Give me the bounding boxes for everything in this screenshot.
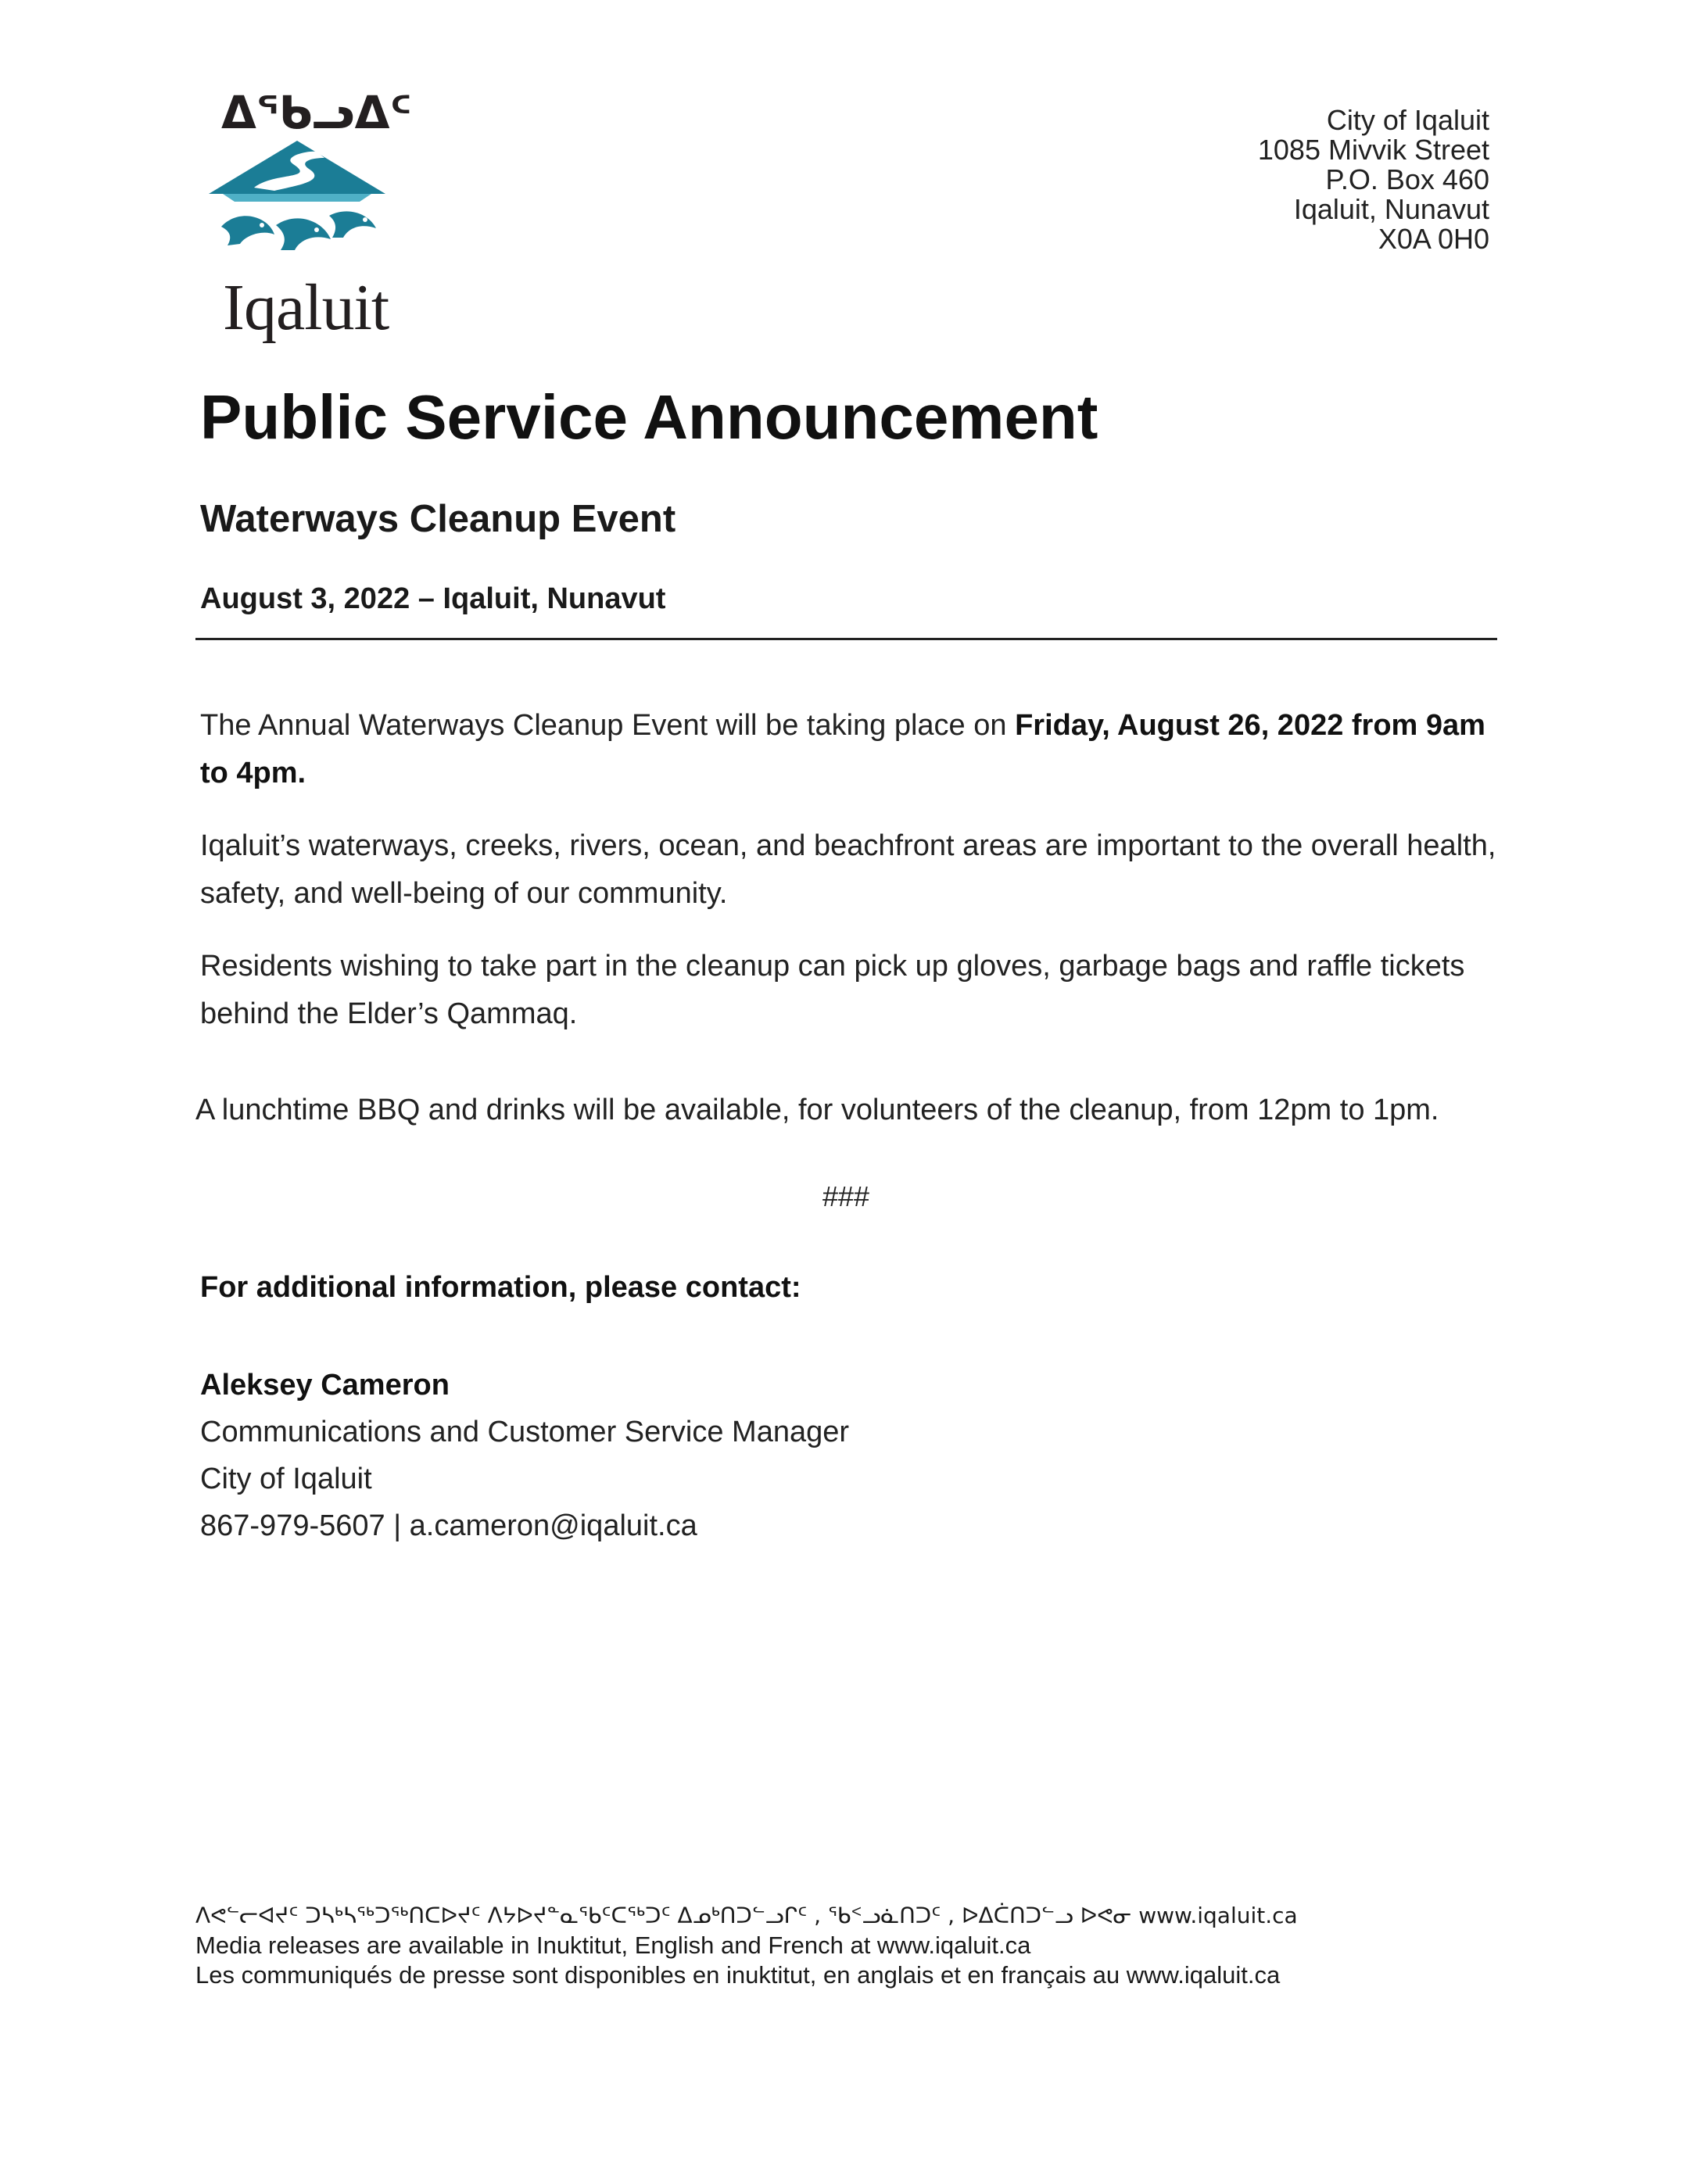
- logo-syllabics: ᐃᖃᓗᐃᑦ: [221, 86, 412, 139]
- body-paragraph: Residents wishing to take part in the cleanup can pick up gloves, garbage bags and raffle tickets behind the Elder’s Qammaq.: [200, 950, 1465, 1030]
- contact-role: Communications and Customer Service Manager: [200, 1416, 850, 1448]
- footer: [195, 1901, 1298, 1990]
- divider: [195, 638, 1497, 640]
- contact-phone-email: 867-979-5607 | a.cameron@iqaluit.ca: [200, 1509, 697, 1542]
- address-line: P.O. Box 460: [1325, 163, 1489, 195]
- contact-org: City of Iqaluit: [200, 1463, 372, 1495]
- paragraph-text: The Annual Waterways Cleanup Event will be taking place on: [200, 709, 1016, 742]
- dateline: August 3, 2022 – Iqaluit, Nunavut: [200, 582, 666, 615]
- event-datetime: Friday, August 26, 2022 from 9am to 4pm.: [200, 709, 1485, 789]
- end-marker: ###: [822, 1180, 870, 1212]
- contact-name: Aleksey Cameron: [200, 1369, 450, 1402]
- address-line: Iqaluit, Nunavut: [1293, 193, 1489, 225]
- body-paragraph: A lunchtime BBQ and drinks will be available, for volunteers of the cleanup, from 12pm to 1pm.: [195, 1094, 1439, 1126]
- footer-french: Les communiqués de presse sont disponibles en inuktitut, en anglais et en français au www.iqaluit.ca: [195, 1961, 1281, 1989]
- footer-inuktitut: ᐱᕙᓪᓕᐊᔪᑦ ᑐᓴᒃᓴᖅᑐᖅᑎᑕᐅᔪᑦ ᐱᔭᐅᔪᓐᓇᖃᑦᑕᖅᑐᑦ ᐃᓄᒃᑎᑐᓪᓗᒋᑦ , ᖃᑉᓗᓈᑎᑐᑦ , ᐅᐃᑖᑎᑐᓪᓗ ᐅᕙᓂ www.iqaluit.ca: [195, 1903, 1298, 1928]
- city-logo: [199, 86, 412, 344]
- address-line: City of Iqaluit: [1326, 104, 1489, 136]
- address-line: 1085 Mivvik Street: [1257, 134, 1489, 166]
- page-title: Public Service Announcement: [200, 382, 1098, 452]
- footer-english: Media releases are available in Inuktitut, English and French at www.iqaluit.ca: [195, 1932, 1031, 1959]
- page-subtitle: Waterways Cleanup Event: [200, 498, 676, 540]
- logo-emblem-icon: [199, 141, 395, 274]
- contact-block: [200, 1362, 849, 1549]
- body-paragraph: Iqaluit’s waterways, creeks, rivers, ocean, and beachfront areas are important to the overall health, safety, and well-being of our community.: [200, 829, 1496, 910]
- logo-wordmark: Iqaluit: [223, 271, 389, 344]
- mailing-address: [1258, 106, 1489, 254]
- contact-heading: For additional information, please contact:: [200, 1271, 801, 1304]
- body-paragraph: [200, 702, 1514, 797]
- address-line: X0A 0H0: [1378, 223, 1489, 255]
